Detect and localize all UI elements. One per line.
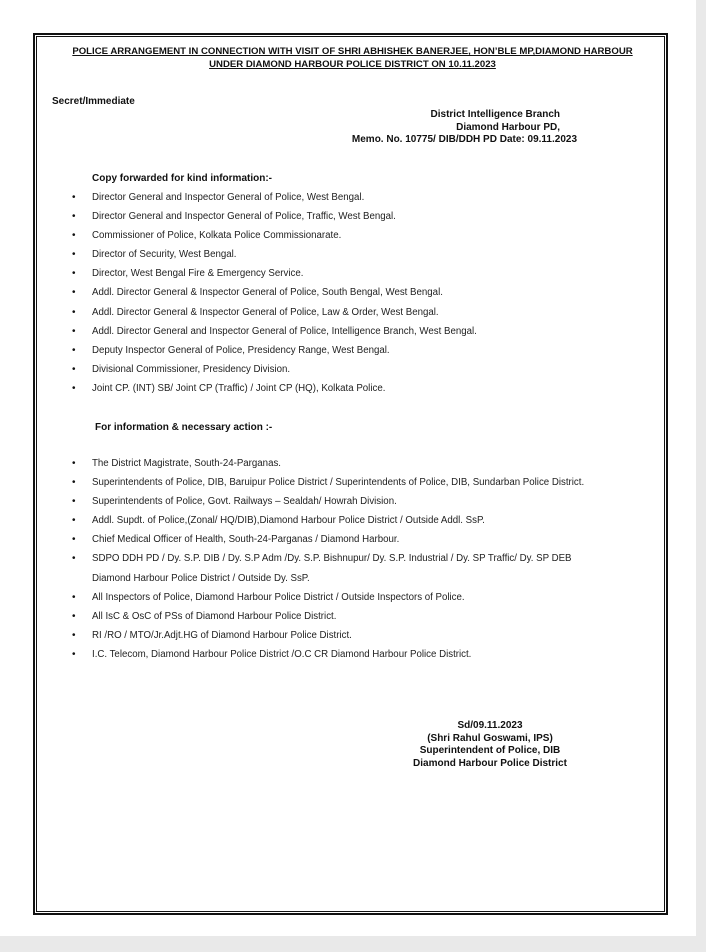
list-item: • Addl. Supdt. of Police,(Zonal/ HQ/DIB),Diamond Harbour Police District / Outside Addl. SsP.	[92, 511, 584, 530]
list-item: • Chief Medical Officer of Health, South-24-Parganas / Diamond Harbour.	[92, 530, 584, 549]
list-item: • The District Magistrate, South-24-Parganas.	[92, 454, 584, 473]
title-line-2: UNDER DIAMOND HARBOUR POLICE DISTRICT ON 10.11.2023	[209, 59, 496, 70]
copy-forwarded-heading: Copy forwarded for kind information:-	[92, 173, 272, 184]
list-item: • Director General and Inspector General of Police, Traffic, West Bengal.	[92, 207, 477, 226]
memo-number: Memo. No. 10775/ DIB/DDH PD Date: 09.11.2023	[351, 134, 577, 145]
list-item: • I.C. Telecom, Diamond Harbour Police District /O.C CR Diamond Harbour Police District.	[92, 645, 584, 664]
classification-label: Secret/Immediate	[52, 96, 135, 107]
office-branch: District Intelligence Branch	[430, 109, 560, 120]
list-item: • Addl. Director General and Inspector General of Police, Intelligence Branch, West Bengal.	[92, 322, 477, 341]
list-item: • Director of Security, West Bengal.	[92, 245, 477, 264]
necessary-action-list	[92, 454, 584, 664]
list-item: • Commissioner of Police, Kolkata Police Commissionarate.	[92, 226, 477, 245]
list-item: • Joint CP. (INT) SB/ Joint CP (Traffic) / Joint CP (HQ), Kolkata Police.	[92, 379, 477, 398]
copy-forwarded-list	[92, 188, 477, 398]
list-item: • Addl. Director General & Inspector General of Police, South Bengal, West Bengal.	[92, 283, 477, 302]
list-item-continuation	[92, 569, 584, 588]
signatory-designation: Superintendent of Police, DIB	[419, 745, 561, 756]
list-item: • Superintendents of Police, DIB, Baruipur Police District / Superintendents of Police, DIB, Sundarban Police District.	[92, 473, 584, 492]
list-item: • Deputy Inspector General of Police, Presidency Range, West Bengal.	[92, 341, 477, 360]
list-item: • RI /RO / MTO/Jr.Adjt.HG of Diamond Harbour Police District.	[92, 626, 584, 645]
signatory-name: (Shri Rahul Goswami, IPS)	[427, 732, 553, 744]
document-title	[40, 45, 665, 71]
list-item: • Addl. Director General & Inspector General of Police, Law & Order, West Bengal.	[92, 303, 477, 322]
list-item: • All Inspectors of Police, Diamond Harbour Police District / Outside Inspectors of Police.	[92, 588, 584, 607]
list-item: • Divisional Commissioner, Presidency Division.	[92, 360, 477, 379]
signatory-district: Diamond Harbour Police District	[413, 757, 567, 769]
issuing-office-block	[330, 109, 577, 147]
necessary-action-heading: For information & necessary action :-	[95, 422, 273, 433]
list-item: • Director General and Inspector General of Police, West Bengal.	[92, 188, 477, 207]
title-line-1: POLICE ARRANGEMENT IN CONNECTION WITH VISIT OF SHRI ABHISHEK BANERJEE, HON’BLE MP,DIAMOND HARBOUR	[72, 46, 633, 57]
signature-block	[400, 720, 580, 770]
signature-date: Sd/09.11.2023	[457, 720, 523, 731]
office-district: Diamond Harbour PD,	[456, 121, 560, 133]
list-item: • Director, West Bengal Fire & Emergency Service.	[92, 264, 477, 283]
list-item: • SDPO DDH PD / Dy. S.P. DIB / Dy. S.P Adm /Dy. S.P. Bishnupur/ Dy. S.P. Industrial / Dy. SP Traffic/ Dy. SP DEB	[92, 549, 584, 568]
list-item: • All IsC & OsC of PSs of Diamond Harbour Police District.	[92, 607, 584, 626]
continuation-text: Diamond Harbour Police District / Outside Dy. SsP.	[92, 572, 310, 584]
list-item: • Superintendents of Police, Govt. Railways – Sealdah/ Howrah Division.	[92, 492, 584, 511]
